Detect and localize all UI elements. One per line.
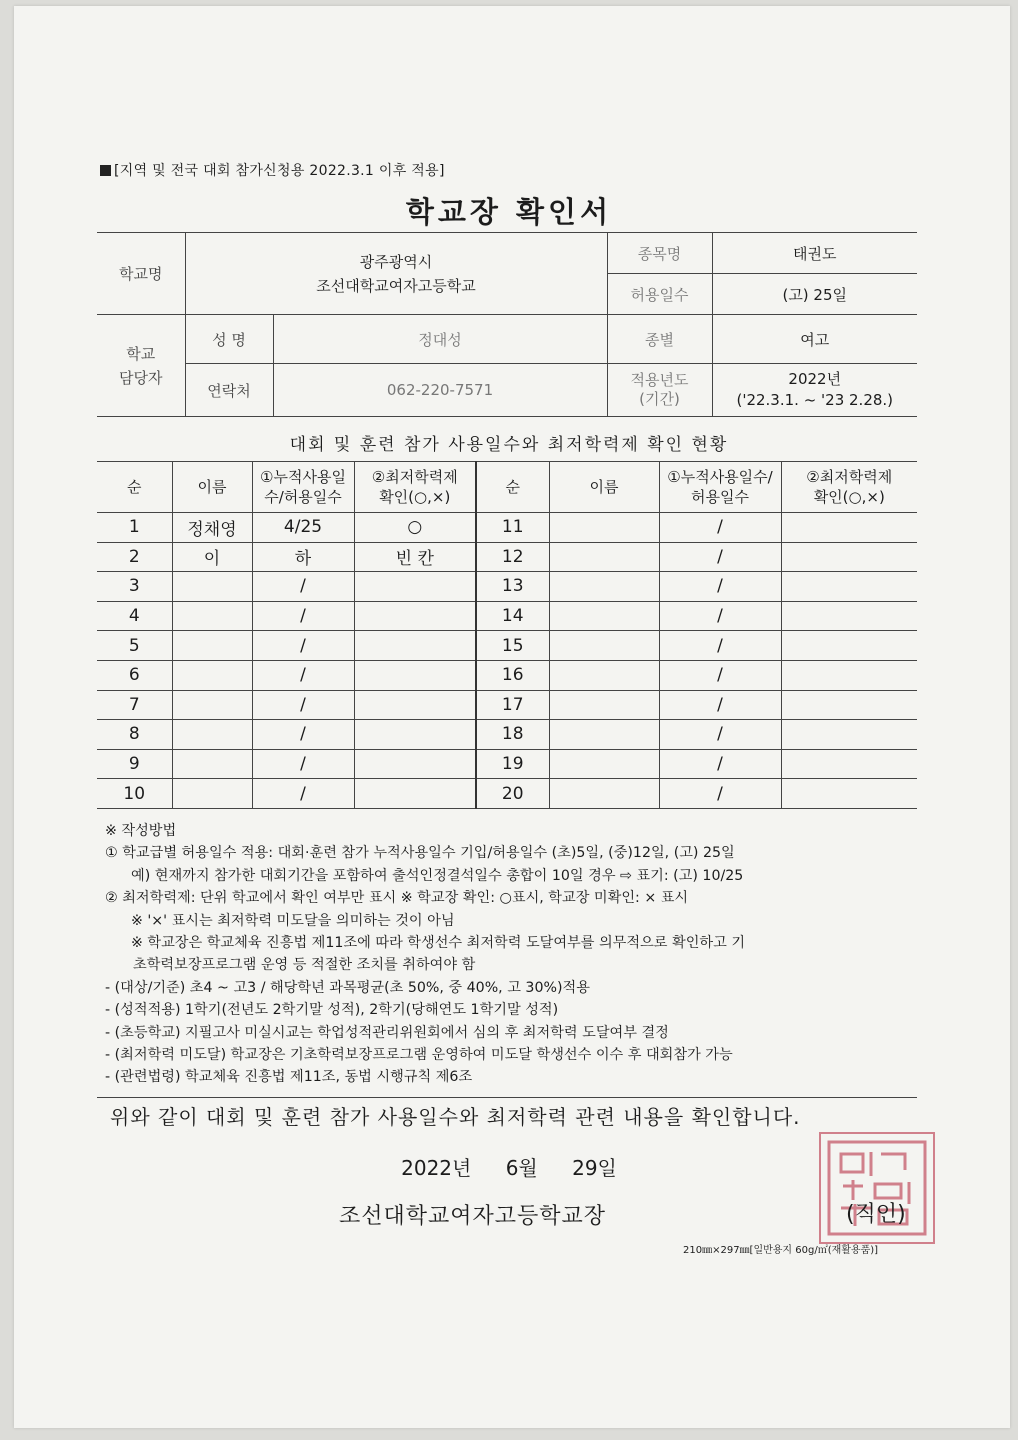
name-label: 성 명 <box>185 315 273 364</box>
cell-name <box>172 572 252 602</box>
header-min-2: ②최저학력제 확인(○,×) <box>781 462 917 513</box>
cell-days: 하 <box>252 542 354 572</box>
cell-days: / <box>252 601 354 631</box>
header-name-2: 이름 <box>549 462 659 513</box>
cell-days2: / <box>659 542 781 572</box>
table-row <box>97 690 917 720</box>
cell-days2: / <box>659 660 781 690</box>
cell-min <box>354 779 476 809</box>
cell-name2 <box>549 601 659 631</box>
cell-days: / <box>252 660 354 690</box>
cell-no2: 11 <box>476 513 549 543</box>
seal-label: (직인) <box>846 1202 906 1227</box>
school-label: 학교명 <box>97 233 185 315</box>
cell-no: 7 <box>97 690 172 720</box>
cell-min2 <box>781 542 917 572</box>
divider <box>97 1097 917 1098</box>
note-2: ② 최저학력제: 단위 학교에서 확인 여부만 표시 ※ 학교장 확인: ○표시, 학교장 미확인: × 표시 <box>105 890 689 907</box>
cell-name <box>172 779 252 809</box>
days-label: 허용일수 <box>607 274 712 315</box>
year-label: 적용년도 (기간) <box>607 364 712 417</box>
instructions-heading: ※ 작성방법 <box>105 823 177 839</box>
instructions <box>105 820 925 1089</box>
table-row <box>97 779 917 809</box>
cell-name <box>172 660 252 690</box>
contact-value: 062-220-7571 <box>273 364 607 417</box>
cell-no2: 20 <box>476 779 549 809</box>
cell-name2 <box>549 542 659 572</box>
cell-days2: / <box>659 749 781 779</box>
cell-name <box>172 631 252 661</box>
header-min: ②최저학력제 확인(○,×) <box>354 462 476 513</box>
table-row <box>97 572 917 602</box>
cell-min <box>354 690 476 720</box>
cell-days2: / <box>659 690 781 720</box>
document-title: 학교장 확인서 <box>405 195 613 229</box>
cell-name2 <box>549 749 659 779</box>
table-row <box>97 601 917 631</box>
cell-no2: 14 <box>476 601 549 631</box>
type-value: 여고 <box>712 315 917 364</box>
cell-days: / <box>252 749 354 779</box>
cell-no2: 16 <box>476 660 549 690</box>
cell-no: 2 <box>97 542 172 572</box>
cell-days2: / <box>659 720 781 750</box>
header-name: 이름 <box>172 462 252 513</box>
cell-no2: 17 <box>476 690 549 720</box>
table-row <box>97 513 917 543</box>
cell-days: 4/25 <box>252 513 354 543</box>
cell-days2: / <box>659 601 781 631</box>
confirmation-statement: 위와 같이 대회 및 훈련 참가 사용일수와 최저학력 관련 내용을 확인합니다. <box>110 1105 801 1129</box>
cell-min2 <box>781 690 917 720</box>
header-days: ①누적사용일 수/허용일수 <box>252 462 354 513</box>
cell-no2: 15 <box>476 631 549 661</box>
cell-min2 <box>781 749 917 779</box>
cell-name: 이 <box>172 542 252 572</box>
cell-days: / <box>252 572 354 602</box>
cell-min <box>354 749 476 779</box>
note-1: ① 학교급별 허용일수 적용: 대회·훈련 참가 누적사용일수 기입/허용일수 (초)5일, (중)12일, (고) 25일 <box>105 845 735 862</box>
form-usage-note: [지역 및 전국 대회 참가신청용 2022.3.1 이후 적용] <box>100 160 445 180</box>
bullet-unmet: - (최저학력 미도달) 학교장은 기초학력보장프로그램 운영하여 미도달 학생선수 이수 후 대회참가 가능 <box>105 1047 733 1064</box>
type-label: 종별 <box>607 315 712 364</box>
info-table <box>97 232 917 417</box>
cell-days2: / <box>659 572 781 602</box>
cell-name2 <box>549 660 659 690</box>
days-value: (고) 25일 <box>712 274 917 315</box>
note-1-example: 예) 현재까지 참가한 대회기간을 포함하여 출석인정결석일수 총합이 10일 경우 ⇨ 표기: (고) 10/25 <box>131 867 744 884</box>
cell-days2: / <box>659 631 781 661</box>
cell-days2: / <box>659 513 781 543</box>
note-2-remark-1: ※ '×' 표시는 최저학력 미도달을 의미하는 것이 아님 <box>131 912 455 929</box>
table-row <box>97 542 917 572</box>
cell-name <box>172 720 252 750</box>
cell-name: 정채영 <box>172 513 252 543</box>
cell-min2 <box>781 601 917 631</box>
name-value: 정대성 <box>273 315 607 364</box>
cell-min: ○ <box>354 513 476 543</box>
cell-no: 9 <box>97 749 172 779</box>
cell-days2: / <box>659 779 781 809</box>
bullet-elementary: - (초등학교) 지필고사 미실시교는 학업성적관리위원회에서 심의 후 최저학력 도달여부 결정 <box>105 1024 669 1041</box>
cell-min <box>354 572 476 602</box>
cell-no: 1 <box>97 513 172 543</box>
school-name: 광주광역시 조선대학교여자고등학교 <box>185 233 607 315</box>
table-row <box>97 720 917 750</box>
cell-no: 10 <box>97 779 172 809</box>
section-title: 대회 및 훈련 참가 사용일수와 최저학력제 확인 현황 <box>289 435 729 455</box>
cell-min <box>354 631 476 661</box>
cell-name2 <box>549 631 659 661</box>
cell-days: / <box>252 720 354 750</box>
header-days-2: ①누적사용일수/ 허용일수 <box>659 462 781 513</box>
cell-min2 <box>781 513 917 543</box>
cell-no: 3 <box>97 572 172 602</box>
cell-name2 <box>549 779 659 809</box>
note-2-remark-2: ※ 학교장은 학교체육 진흥법 제11조에 따라 학생선수 최저학력 도달여부를 의무적으로 확인하고 기 <box>131 935 746 952</box>
square-bullet-icon <box>100 165 111 176</box>
cell-days: / <box>252 690 354 720</box>
cell-days: / <box>252 779 354 809</box>
cell-no2: 13 <box>476 572 549 602</box>
cell-days: / <box>252 631 354 661</box>
cell-min <box>354 601 476 631</box>
cell-name2 <box>549 690 659 720</box>
cell-min <box>354 660 476 690</box>
paper-spec-footer: 210㎜×297㎜[일반용지 60g/㎡(재활용품)] <box>683 1245 879 1256</box>
sport-value: 태권도 <box>712 233 917 274</box>
table-row <box>97 631 917 661</box>
cell-min2 <box>781 572 917 602</box>
cell-min2 <box>781 660 917 690</box>
table-header-row <box>97 462 917 513</box>
cell-name2 <box>549 572 659 602</box>
table-row <box>97 660 917 690</box>
bullet-criteria: - (대상/기준) 초4 ~ 고3 / 해당학년 과목평균(초 50%, 중 40%, 고 30%)적용 <box>105 979 590 996</box>
cell-name <box>172 690 252 720</box>
cell-min: 빈 칸 <box>354 542 476 572</box>
cell-name2 <box>549 513 659 543</box>
issue-date: 2022년 6월 29일 <box>401 1156 617 1180</box>
contact-label: 연락처 <box>185 364 273 417</box>
cell-no: 6 <box>97 660 172 690</box>
manager-label: 학교 담당자 <box>97 315 185 417</box>
cell-min2 <box>781 631 917 661</box>
cell-no2: 12 <box>476 542 549 572</box>
cell-min2 <box>781 720 917 750</box>
year-value: 2022년 ('22.3.1. ~ '23 2.28.) <box>712 364 917 417</box>
sport-label: 종목명 <box>607 233 712 274</box>
cell-no: 5 <box>97 631 172 661</box>
cell-min2 <box>781 779 917 809</box>
cell-no: 8 <box>97 720 172 750</box>
note-2-remark-2-cont: 초학력보장프로그램 운영 등 적절한 조치를 취하여야 함 <box>133 957 476 974</box>
cell-name2 <box>549 720 659 750</box>
cell-name <box>172 601 252 631</box>
cell-no: 4 <box>97 601 172 631</box>
bullet-law: - (관련법령) 학교체육 진흥법 제11조, 동법 시행규칙 제6조 <box>105 1069 473 1086</box>
header-no: 순 <box>97 462 172 513</box>
principal-name: 조선대학교여자고등학교장 <box>339 1204 607 1229</box>
cell-no2: 19 <box>476 749 549 779</box>
cell-no2: 18 <box>476 720 549 750</box>
cell-min <box>354 720 476 750</box>
bullet-grades: - (성적적용) 1학기(전년도 2학기말 성적), 2학기(당해연도 1학기말 성적) <box>105 1002 559 1019</box>
cell-name <box>172 749 252 779</box>
usage-table <box>97 461 917 809</box>
header-no-2: 순 <box>476 462 549 513</box>
table-row <box>97 749 917 779</box>
